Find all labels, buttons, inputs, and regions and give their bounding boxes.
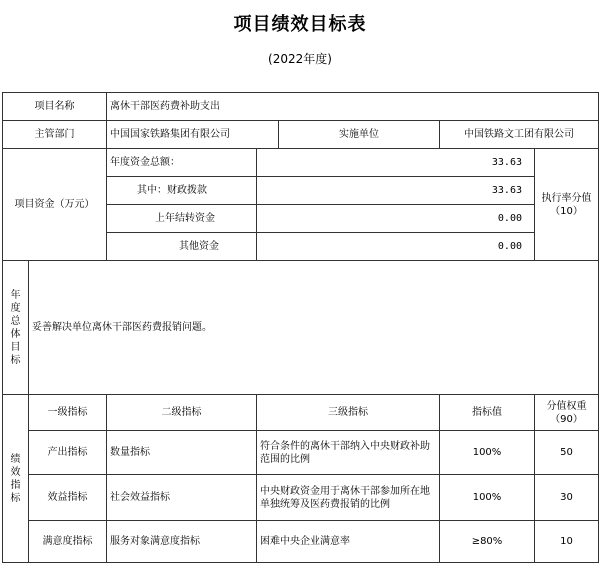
funds-total-value: 33.63 [257, 149, 535, 177]
funds-carryover-value: 0.00 [257, 205, 535, 233]
project-name-value: 离休干部医药费补助支出 [107, 93, 599, 121]
header-level2: 二级指标 [107, 395, 257, 431]
annual-goal-text: 妥善解决单位离休干部医药费报销问题。 [29, 261, 599, 395]
row2-level1: 效益指标 [29, 475, 107, 521]
row1-value: 100% [440, 431, 535, 475]
performance-label: 绩效指标 [3, 395, 29, 563]
dept-label: 主管部门 [3, 121, 107, 149]
row3-level3: 困难中央企业满意率 [257, 521, 440, 563]
funds-total-label: 年度资金总额： [107, 149, 257, 177]
header-level1: 一级指标 [29, 395, 107, 431]
header-level3: 三级指标 [257, 395, 440, 431]
row3-weight: 10 [535, 521, 599, 563]
annual-goal-label: 年度总体目标 [3, 261, 29, 395]
header-value: 指标值 [440, 395, 535, 431]
unit-label: 实施单位 [279, 121, 440, 149]
project-name-label: 项目名称 [3, 93, 107, 121]
dept-value: 中国国家铁路集团有限公司 [107, 121, 279, 149]
funds-label: 项目资金（万元） [3, 149, 107, 261]
funds-fiscal-label: 其中：财政拨款 [107, 177, 257, 205]
row2-value: 100% [440, 475, 535, 521]
table-row [3, 521, 599, 563]
unit-value: 中国铁路文工团有限公司 [440, 121, 599, 149]
row1-level2: 数量指标 [107, 431, 257, 475]
table-row [3, 475, 599, 521]
page-title: 项目绩效目标表 [233, 14, 367, 35]
row1-level1: 产出指标 [29, 431, 107, 475]
funds-carryover-label: 上年结转资金 [107, 205, 257, 233]
table-row [3, 431, 599, 475]
funds-other-value: 0.00 [257, 233, 535, 261]
row1-weight: 50 [535, 431, 599, 475]
row3-value: ≥80% [440, 521, 535, 563]
header-weight: 分值权重（90） [535, 395, 599, 431]
row3-level2: 服务对象满意度指标 [107, 521, 257, 563]
funds-fiscal-value: 33.63 [257, 177, 535, 205]
exec-rate-label: 执行率分值（10） [535, 149, 599, 261]
row1-level3: 符合条件的离休干部纳入中央财政补助范围的比例 [257, 431, 440, 475]
page-subtitle: (2022年度) [268, 52, 332, 66]
row2-level2: 社会效益指标 [107, 475, 257, 521]
row2-level3: 中央财政资金用于离休干部参加所在地单独统筹及医药费报销的比例 [257, 475, 440, 521]
row3-level1: 满意度指标 [29, 521, 107, 563]
row2-weight: 30 [535, 475, 599, 521]
performance-target-table [2, 92, 599, 563]
funds-other-label: 其他资金 [107, 233, 257, 261]
